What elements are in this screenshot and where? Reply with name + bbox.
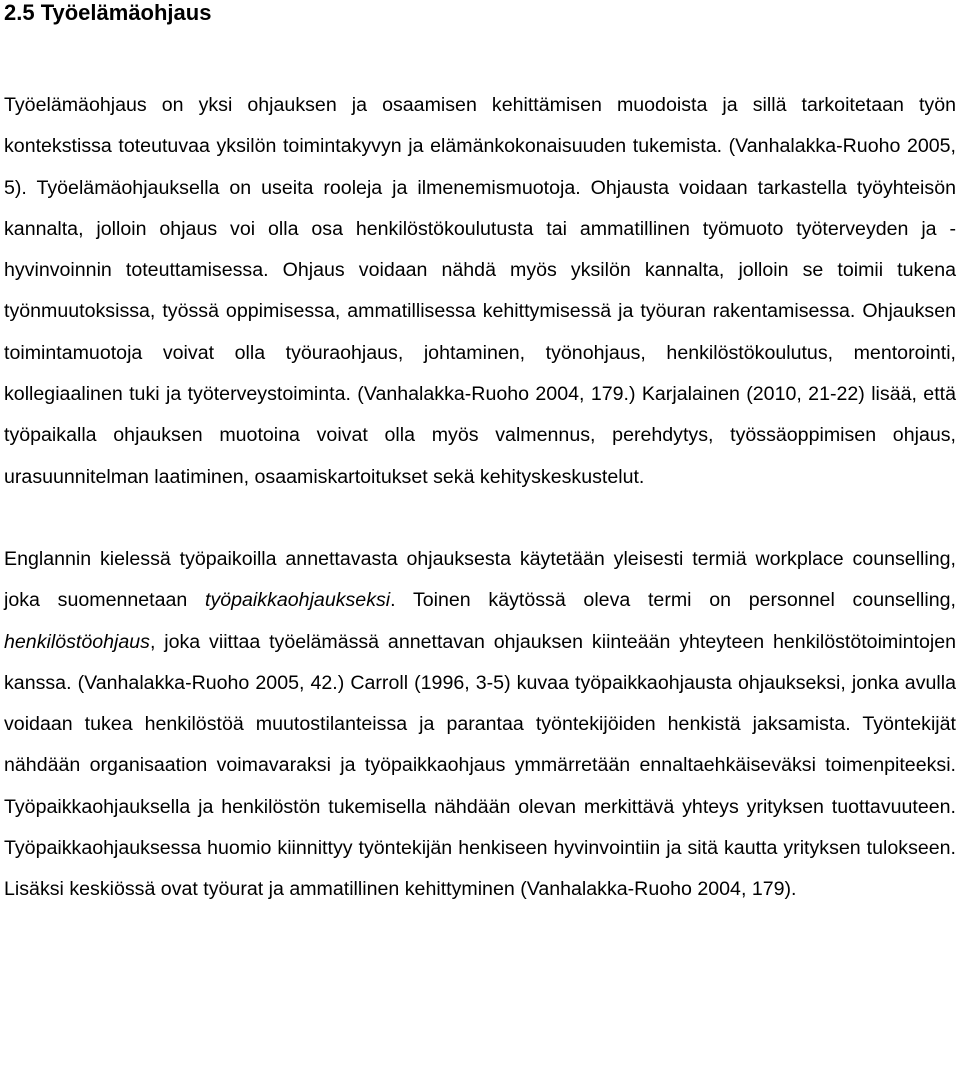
paragraph-2-text-a: Englannin kielessä työpaikoilla annettavasta ohjauksesta käytetään yleisesti termiä workplace counselling, joka suomennetaan [4,547,956,612]
paragraph-2-italic-term-2: henkilöstöohjaus [4,630,150,653]
paragraph-1: Työelämäohjaus on yksi ohjauksen ja osaamisen kehittämisen muodoista ja sillä tarkoitetaan työn kontekstissa toteutuvaa yksilön toimintakyvyn ja elämänkokonaisuuden tukemista. (Vanhalakka-Ruoho 2005, 5). Työelämäohjauksella on useita rooleja ja ilmenemismuotoja. Ohjausta voidaan tarkastella työyhteisön kannalta, jolloin ohjaus voi olla osa henkilöstökoulutusta tai ammatillinen työmuoto työterveyden ja -hyvinvoinnin toteuttamisessa. Ohjaus voidaan nähdä myös yksilön kannalta, jolloin se toimii tukena työnmuutoksissa, työssä oppimisessa, ammatillisessa kehittymisessä ja työuran rakentamisessa. Ohjauksen toimintamuotoja voivat olla työuraohjaus, johtaminen, työnohjaus, henkilöstökoulutus, mentorointi, kollegiaalinen tuki ja työterveystoiminta. (Vanhalakka-Ruoho 2004, 179.) Karjalainen (2010, 21-22) lisää, että työpaikalla ohjauksen muotoina voivat olla myös valmennus, perehdytys, työssäoppimisen ohjaus, urasuunnitelman laatiminen, osaamiskartoitukset sekä kehityskeskustelut. [4,94,956,488]
paragraph-2 [4,539,956,911]
document-page [4,0,956,911]
paragraph-2-text-c: , joka viittaa työelämässä annettavan ohjauksen kiinteään yhteyteen henkilöstötoimintojen kanssa. (Vanhalakka-Ruoho 2005, 42.) Carroll (1996, 3-5) kuvaa työpaikkaohjausta ohjaukseksi, jonka avulla voidaan tukea henkilöstöä muutostilanteissa ja parantaa työntekijöiden henkistä jaksamista. Työntekijät nähdään organisaation voimavaraksi ja työpaikkaohjaus ymmärretään ennaltaehkäiseväksi toimenpiteeksi. Työpaikkaohjauksella ja henkilöstön tukemisella nähdään olevan merkittävä yhteys yrityksen tuottavuuteen. Työpaikkaohjauksessa huomio kiinnittyy työntekijän henkiseen hyvinvointiin ja sitä kautta yrityksen tulokseen. Lisäksi keskiössä ovat työurat ja ammatillinen kehittyminen (Vanhalakka-Ruoho 2004, 179). [4,630,956,901]
paragraph-2-text-b: . Toinen käytössä oleva termi on personnel counselling, [390,589,956,612]
paragraph-2-italic-term-1: työpaikkaohjaukseksi [205,589,391,612]
section-heading: 2.5 Työelämäohjaus [4,0,212,25]
